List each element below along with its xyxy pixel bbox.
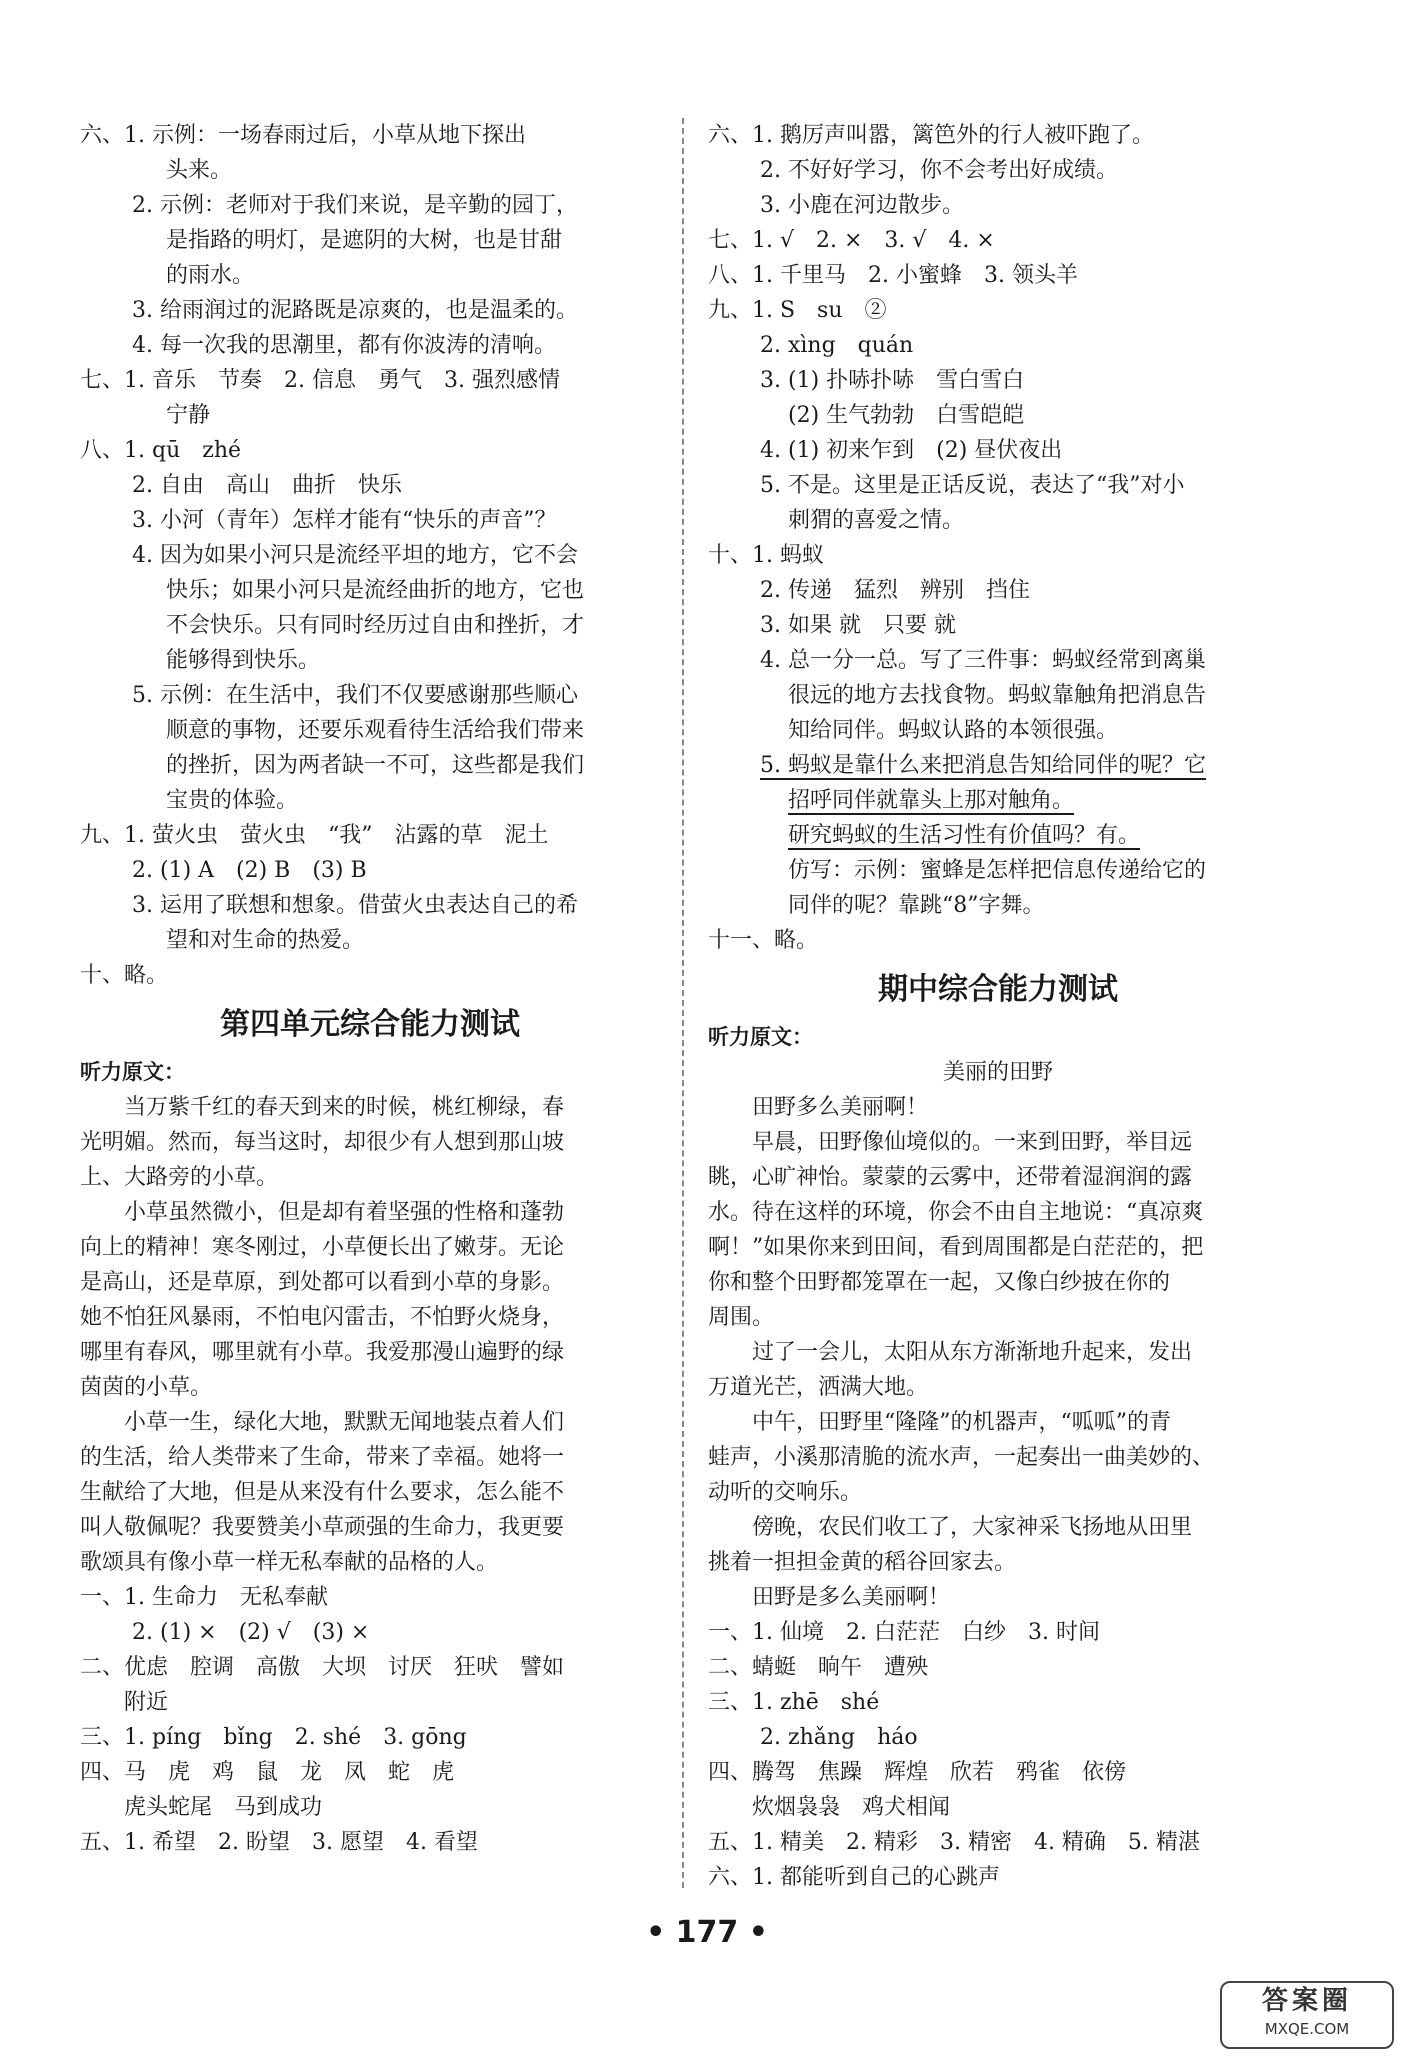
answer-line: 七、1. √ 2. × 3. √ 4. × [708,228,995,253]
answer-line: 的挫折，因为两者缺一不可，这些都是我们 [166,753,585,778]
answer-line: 同伴的呢？靠跳“8”字舞。 [788,893,1045,918]
answer-line: 六、1. 示例：一场春雨过后，小草从地下探出 [80,123,526,148]
answer-line: 2. 自由 高山 曲折 快乐 [132,473,402,498]
answer-line: 三、1. zhē shé [708,1690,880,1715]
answer-line: 2. xìng quán [760,333,914,358]
passage-line: 向上的精神！寒冬刚过，小草便长出了嫩芽。无论 [80,1235,565,1260]
answer-line: 十、1. 蚂蚁 [708,543,824,568]
passage-line: 周围。 [708,1305,775,1330]
column-divider [682,118,684,1888]
watermark-url: MXQE.COM [1264,2020,1350,2038]
answer-line: 不会快乐。只有同时经历过自由和挫折，才 [166,613,585,638]
answer-line: 4. (1) 初来乍到 (2) 昼伏夜出 [760,438,1063,463]
passage-line: 小草虽然微小，但是却有着坚强的性格和蓬勃 [124,1200,565,1225]
answer-line: 3. 如果 就 只要 就 [760,613,956,638]
passage-line: 是高山，还是草原，到处都可以看到小草的身影。 [80,1270,565,1295]
watermark-logo [1220,1981,1394,2049]
answer-line: 五、1. 精美 2. 精彩 3. 精密 4. 精确 5. 精湛 [708,1830,1200,1855]
passage-line: 她不怕狂风暴雨，不怕电闪雷击，不怕野火烧身， [80,1305,565,1330]
passage-line: 动听的交响乐。 [708,1480,863,1505]
answer-line: 顺意的事物，还要乐观看待生活给我们带来 [166,718,585,743]
answer-line: 刺猬的喜爱之情。 [788,508,965,533]
answer-line: 2. 不好好学习，你不会考出好成绩。 [760,158,1118,183]
passage-line: 啊！”如果你来到田间，看到周围都是白茫茫的，把 [708,1235,1204,1260]
passage-line: 挑着一担担金黄的稻谷回家去。 [708,1550,1017,1575]
passage-line: 田野是多么美丽啊！ [752,1585,951,1610]
answer-line: 八、1. 千里马 2. 小蜜蜂 3. 领头羊 [708,263,1078,288]
answer-line: 3. 给雨润过的泥路既是凉爽的，也是温柔的。 [132,298,578,323]
passage-title: 美丽的田野 [942,1060,1053,1085]
answer-line: 头来。 [166,158,233,183]
answer-line: 八、1. qū zhé [80,438,242,463]
answer-line: 3. 小河（青年）怎样才能有“快乐的声音”？ [132,508,557,533]
answer-line: 2. 示例：老师对于我们来说，是辛勤的园丁， [132,193,578,218]
passage-line: 中午，田野里“隆隆”的机器声，“呱呱”的青 [752,1410,1171,1435]
answer-line: (2) 生气勃勃 白雪皑皑 [788,403,1025,428]
answer-line: 一、1. 仙境 2. 白茫茫 白纱 3. 时间 [708,1620,1100,1645]
answer-line: 3. 小鹿在河边散步。 [760,193,964,218]
page-number: • 177 • [646,1915,768,1950]
passage-line: 小草一生，绿化大地，默默无闻地装点着人们 [124,1410,565,1435]
answer-line: 2. (1) A (2) B (3) B [132,858,367,883]
answer-line: 5. 不是。这里是正话反说，表达了“我”对小 [760,473,1185,498]
answer-line: 三、1. píng bǐng 2. shé 3. gōng [80,1725,467,1750]
answer-line: 的雨水。 [166,263,255,288]
answer-line: 二、优虑 腔调 高傲 大坝 讨厌 狂吠 譬如 [80,1655,565,1680]
answer-line: 十一、略。 [708,928,819,953]
answer-line: 炊烟袅袅 鸡犬相闻 [752,1795,951,1820]
passage-line: 茵茵的小草。 [80,1375,213,1400]
answer-line: 2. zhǎng háo [760,1725,918,1750]
answer-line: 九、1. S su ② [708,298,887,323]
underlined-question: 研究蚂蚁的生活习性有价值吗？有。 [788,823,1141,848]
passage-line: 哪里有春风，哪里就有小草。我爱那漫山遍野的绿 [80,1340,565,1365]
answer-line: 七、1. 音乐 节奏 2. 信息 勇气 3. 强烈感情 [80,368,560,393]
answer-line: 二、蜻蜓 晌午 遭殃 [708,1655,929,1680]
answer-line [708,818,1288,853]
answer-line: 3. 运用了联想和想象。借萤火虫表达自己的希 [132,893,578,918]
passage-line: 早晨，田野像仙境似的。一来到田野，举目远 [752,1130,1193,1155]
passage-line: 眺，心旷神怡。蒙蒙的云雾中，还带着湿润润的露 [708,1165,1193,1190]
answer-line: 2. (1) × (2) √ (3) × [132,1620,370,1645]
listening-passage [708,1090,1288,1615]
listening-label: 听力原文： [80,1060,185,1084]
answer-line [708,748,1288,783]
midterm-answers-block [708,1615,1288,1895]
answer-line: 4. 每一次我的思潮里，都有你波涛的清响。 [132,333,556,358]
passage-line: 万道光芒，洒满大地。 [708,1375,929,1400]
answer-line: 六、1. 鹅厉声叫嚣，篱笆外的行人被吓跑了。 [708,123,1154,148]
underlined-question: 5. 蚂蚁是靠什么来把消息告知给同伴的呢？它 [760,753,1206,778]
unit4-answers-block [80,1580,660,1860]
answer-line: 望和对生命的热爱。 [166,928,365,953]
answer-line: 仿写：示例：蜜蜂是怎样把信息传递给它的 [788,858,1207,883]
answer-line: 六、1. 都能听到自己的心跳声 [708,1865,1000,1890]
listening-label: 听力原文： [708,1025,813,1049]
section-heading-unit4: 第四单元综合能力测试 [220,1007,520,1042]
passage-line: 叫人敬佩呢？我要赞美小草顽强的生命力，我更要 [80,1515,565,1540]
passage-line: 生献给了大地，但是从来没有什么要求，怎么能不 [80,1480,565,1505]
passage-line: 蛙声，小溪那清脆的流水声，一起奏出一曲美妙的、 [708,1445,1215,1470]
answer-line: 能够得到快乐。 [166,648,321,673]
listening-passage [80,1090,660,1580]
answer-line: 虎头蛇尾 马到成功 [124,1795,323,1820]
section-heading-midterm: 期中综合能力测试 [878,972,1118,1007]
answer-line: 4. 因为如果小河只是流经平坦的地方，它不会 [132,543,578,568]
passage-line: 当万紫千红的春天到来的时候，桃红柳绿，春 [124,1095,565,1120]
answer-line: 宁静 [166,403,211,428]
passage-line: 傍晚，农民们收工了，大家神采飞扬地从田里 [752,1515,1193,1540]
passage-line: 你和整个田野都笼罩在一起，又像白纱披在你的 [708,1270,1171,1295]
answer-line: 5. 示例：在生活中，我们不仅要感谢那些顺心 [132,683,578,708]
answer-line [708,783,1288,818]
answer-line: 3. (1) 扑哧扑哧 雪白雪白 [760,368,1025,393]
answer-line: 九、1. 萤火虫 萤火虫 “我” 沾露的草 泥土 [80,823,549,848]
answer-line: 四、马 虎 鸡 鼠 龙 凤 蛇 虎 [80,1760,455,1785]
passage-line: 上、大路旁的小草。 [80,1165,279,1190]
answer-line: 知给同伴。蚂蚁认路的本领很强。 [788,718,1119,743]
answer-line: 快乐；如果小河只是流经曲折的地方，它也 [166,578,585,603]
passage-line: 田野多么美丽啊！ [752,1095,929,1120]
passage-line: 歌颂具有像小草一样无私奉献的品格的人。 [80,1550,499,1575]
answer-line: 五、1. 希望 2. 盼望 3. 愿望 4. 看望 [80,1830,478,1855]
watermark-text: 答案圈 [1261,1986,1352,2016]
unit3-answers-block [80,118,660,993]
passage-line: 光明媚。然而，每当这时，却很少有人想到那山坡 [80,1130,565,1155]
passage-line: 水。待在这样的环境，你会不由自主地说：“真凉爽 [708,1200,1204,1225]
right-column [708,118,1288,1895]
answer-line: 一、1. 生命力 无私奉献 [80,1585,328,1610]
answer-line: 四、腾驾 焦躁 辉煌 欣若 鸦雀 依傍 [708,1760,1127,1785]
answer-line: 是指路的明灯，是遮阴的大树，也是甘甜 [166,228,563,253]
answer-line: 2. 传递 猛烈 辨别 挡住 [760,578,1030,603]
underlined-answer: 招呼同伴就靠头上那对触角。 [788,788,1075,813]
passage-line: 过了一会儿，太阳从东方渐渐地升起来，发出 [752,1340,1193,1365]
answer-line: 4. 总一分一总。写了三件事：蚂蚁经常到离巢 [760,648,1206,673]
left-column [80,118,660,1860]
answer-line: 宝贵的体验。 [166,788,299,813]
answer-line: 附近 [124,1690,169,1715]
passage-line: 的生活，给人类带来了生命，带来了幸福。她将一 [80,1445,565,1470]
answer-line: 十、略。 [80,963,169,988]
answer-line: 很远的地方去找食物。蚂蚁靠触角把消息告 [788,683,1207,708]
unit4-answers-continued [708,118,1288,958]
